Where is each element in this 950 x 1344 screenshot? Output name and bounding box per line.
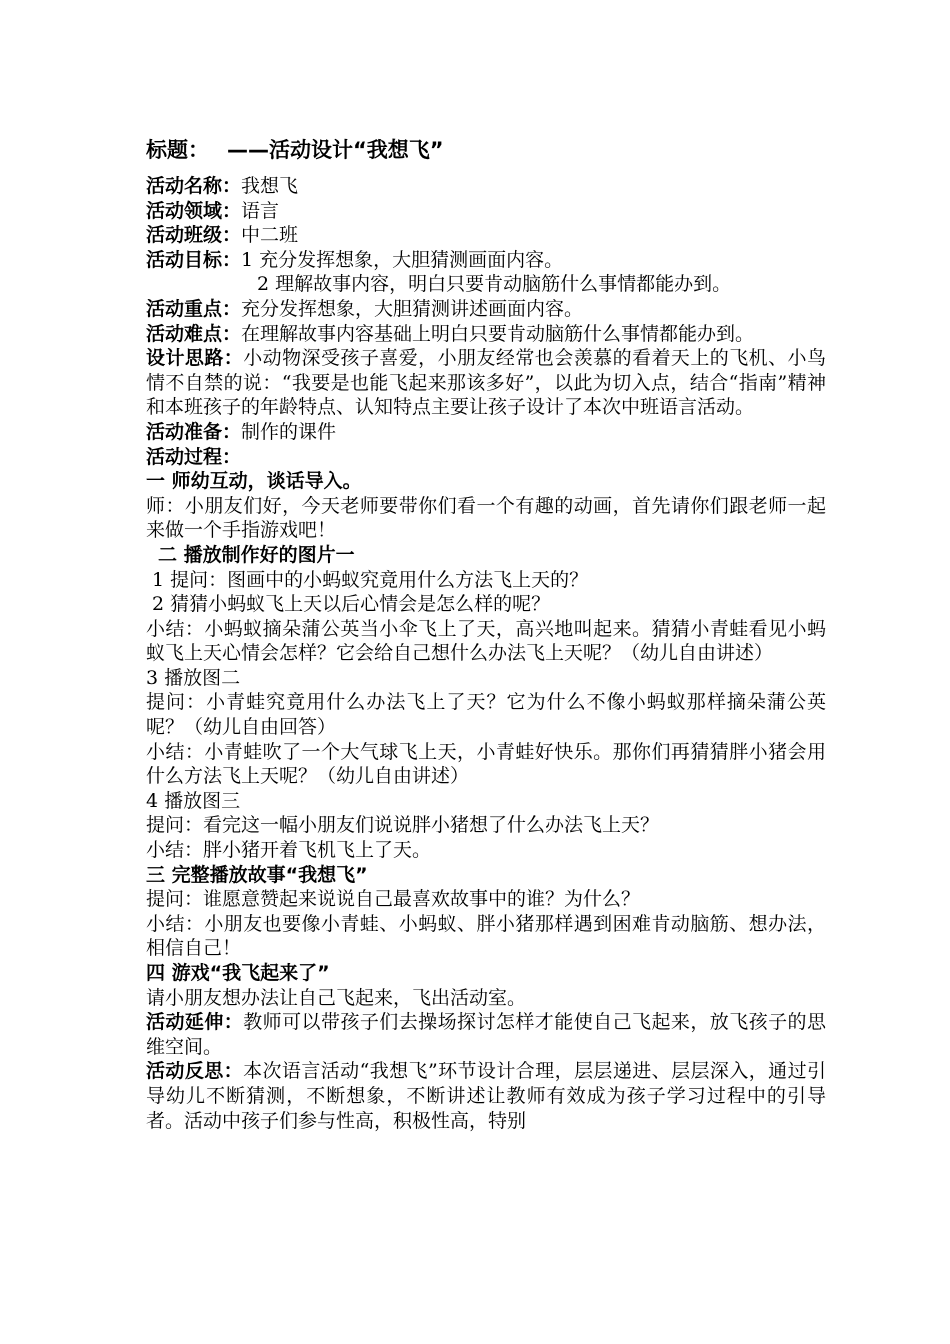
info-domain	[146, 199, 826, 224]
section-2-q4: 提问：看完这一幅小朋友们说说胖小猪想了什么办法飞上天？	[146, 814, 660, 837]
prep-label: 活动准备：	[146, 420, 242, 443]
section-2-summary-2: 小结：小青蛙吹了一个大气球飞上天，小青蛙好快乐。那你们再猜猜胖小猪会用什么方法飞上天呢？（幼儿自由讲述）	[146, 740, 826, 788]
section-2-q2: 2 猜猜小蚂蚁飞上天以后心情会是怎么样的呢？	[152, 593, 551, 616]
info-name-label: 活动名称：	[146, 175, 242, 197]
section-3-summary: 小结：小朋友也要像小青蛙、小蚂蚁、胖小猪那样遇到困难肯动脑筋、想办法，相信自己！	[146, 912, 826, 960]
section-4-text: 请小朋友想办法让自己飞起来，飞出活动室。	[146, 986, 527, 1009]
design-idea	[146, 346, 826, 420]
prep-value: 制作的课件	[241, 420, 337, 443]
extension-value: 教师可以带孩子们去操场探讨怎样才能使自己飞起来，放飞孩子的思维空间。	[146, 1011, 826, 1058]
info-domain-label: 活动领域：	[146, 199, 242, 222]
key-point	[146, 297, 826, 322]
section-2-q3: 提问：小青蛙究竟用什么办法飞上了天？它为什么不像小蚂蚁那样摘朵蒲公英呢？（幼儿自由回答）	[146, 691, 826, 739]
design-value: 小动物深受孩子喜爱，小朋友经常也会羡慕的看着天上的飞机、小鸟情不自禁的说：“我要是也能飞起来那该多好”，以此为切入点，结合“指南”精神和本班孩子的年龄特点、认知特点主要让孩子设计了本次中班语言活动。	[146, 347, 826, 419]
section-3-heading: 三 完整播放故事“我想飞”	[146, 863, 368, 886]
document-page	[146, 136, 826, 1133]
difficulty	[146, 322, 826, 347]
process-label: 活动过程：	[146, 445, 242, 468]
reflection-label: 活动反思：	[146, 1060, 244, 1083]
info-name-value: 我想飞	[241, 175, 299, 197]
goals-label: 活动目标：	[146, 248, 242, 271]
extension-label: 活动延伸：	[146, 1011, 244, 1034]
difficulty-value: 在理解故事内容基础上明白只要肯动脑筋什么事情都能办到。	[241, 322, 755, 345]
design-label: 设计思路：	[146, 347, 244, 370]
title-label: 标题：	[146, 138, 209, 162]
info-name	[146, 174, 826, 199]
goals-line-1	[146, 248, 826, 273]
title-text: ——活动设计“我想飞”	[227, 138, 444, 162]
preparation	[146, 420, 826, 445]
section-2-step-4: 4 播放图三	[146, 789, 241, 812]
section-2-step-3: 3 播放图二	[146, 666, 241, 689]
key-point-value: 充分发挥想象，大胆猜测讲述画面内容。	[241, 297, 584, 320]
info-class	[146, 223, 826, 248]
info-class-value: 中二班	[241, 224, 299, 247]
section-2-q1: 1 提问：图画中的小蚂蚁究竟用什么方法飞上天的？	[152, 568, 589, 591]
difficulty-label: 活动难点：	[146, 322, 242, 345]
section-1-text: 师：小朋友们好，今天老师要带你们看一个有趣的动画，首先请你们跟老师一起来做一个手指游戏吧！	[146, 494, 826, 542]
reflection	[146, 1059, 826, 1133]
goal-item-2: 2 理解故事内容，明白只要肯动脑筋什么事情都能办到。	[257, 273, 732, 296]
section-2-summary-3: 小结：胖小猪开着飞机飞上了天。	[146, 839, 432, 862]
section-4-heading: 四 游戏“我飞起来了”	[146, 962, 330, 984]
section-3-q: 提问：谁愿意赞起来说说自己最喜欢故事中的谁？为什么？	[146, 888, 641, 911]
document-title	[146, 136, 826, 164]
goal-item-1: 1 充分发挥想象，大胆猜测画面内容。	[241, 248, 564, 271]
goals-line-2	[146, 272, 826, 297]
reflection-value: 本次语言活动“我想飞”环节设计合理，层层递进、层层深入，通过引导幼儿不断猜测，不断想象，不断讲述让教师有效成为孩子学习过程中的引导者。活动中孩子们参与性高，积极性高，特别	[146, 1060, 826, 1132]
section-2-heading: 二 播放制作好的图片一	[158, 543, 355, 566]
section-1-heading: 一 师幼互动，谈话导入。	[146, 470, 362, 493]
info-class-label: 活动班级：	[146, 224, 242, 247]
extension	[146, 1010, 826, 1059]
info-domain-value: 语言	[241, 199, 280, 222]
key-point-label: 活动重点：	[146, 297, 242, 320]
section-2-summary-1: 小结：小蚂蚁摘朵蒲公英当小伞飞上了天，高兴地叫起来。猜猜小青蛙看见小蚂蚁飞上天心情会怎样？它会给自己想什么办法飞上天呢？（幼儿自由讲述）	[146, 617, 826, 665]
